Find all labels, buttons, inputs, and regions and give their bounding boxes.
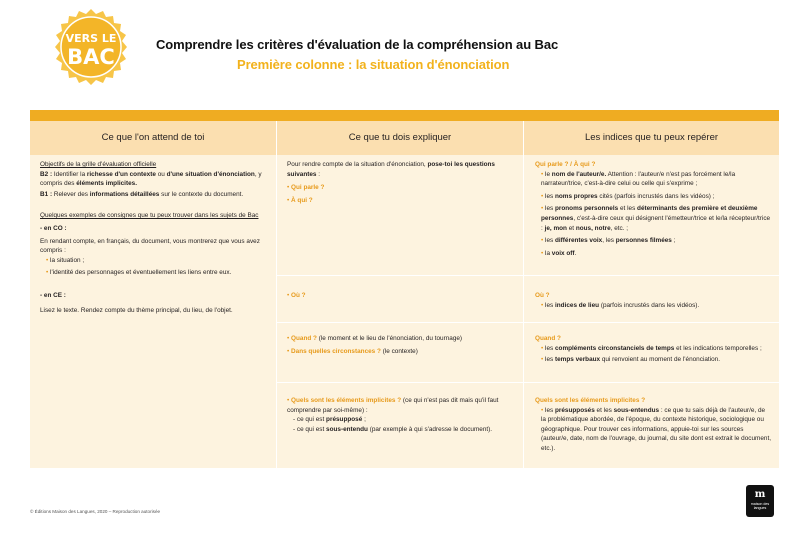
list-item: • le nom de l'auteur/e. Attention : l'auteur/e n'est pas forcément le/la narrateur/trice, c'est-à-dire celui ou celle qui s'exprime ; xyxy=(541,170,736,188)
copyright-note: © Éditions Maison des Langues, 2020 – Reproduction autorisée xyxy=(30,509,161,514)
objectives-title: Objectifs de la grille d'évaluation officielle xyxy=(40,161,157,168)
question-implicit: • Quels sont les éléments implicites ? (ce qui n'est pas dit mais qu'il faut comprendre par soi-même) : xyxy=(287,397,499,414)
column-divider xyxy=(276,121,277,468)
clues-heading: Qui parle ? / À qui ? xyxy=(535,161,596,168)
co-instruction: En rendant compte, en français, du document, vous montrerez que vous avez compris : xyxy=(40,237,260,255)
list-item: • les présupposés et les sous-entendus : ce que tu sais déjà de l'auteur/e, de la problématique abordée, de l'époque, du contexte historique, sociologique ou géographique. Pour trouver ces informations, appuie-toi sur les sources (auteur/e, date, nom de l'ouvrage, du journal, du site dont est extrait le document, etc.). xyxy=(541,406,772,452)
list-item: • la voix off. xyxy=(541,249,577,257)
column-header-expectations: Ce que l'on attend de toi xyxy=(101,132,205,143)
list-item: • les différentes voix, les personnes filmées ; xyxy=(541,237,676,245)
table-header-row xyxy=(30,121,779,155)
row-divider xyxy=(277,275,779,276)
column-header-clues: Les indices que tu peux repérer xyxy=(584,132,719,143)
explain-intro: Pour rendre compte de la situation d'énonciation, pose-toi les questions suivantes : xyxy=(287,161,495,178)
criteria-table xyxy=(30,110,779,468)
question-to-whom: • À qui ? xyxy=(287,196,313,204)
clues-cell-who xyxy=(535,160,771,258)
question-when: • Quand ? (le moment et le lieu de l'énonciation, du tournage) xyxy=(287,335,463,342)
explain-cell-where xyxy=(287,291,515,301)
explain-cell-implicit xyxy=(287,396,515,434)
column-header-explain: Ce que tu dois expliquer xyxy=(348,132,452,143)
ce-instruction: Lisez le texte. Rendez compte du thème principal, du lieu, de l'objet. xyxy=(40,306,233,314)
column-divider xyxy=(523,121,524,468)
list-item: • la situation ; xyxy=(46,256,85,264)
list-item: • les indices de lieu (parfois incrustés dans les vidéos). xyxy=(541,301,700,309)
list-item: • les pronoms personnels et les déterminants des première et deuxième personnes, c'est-à-dire ceux qui désignent l'émetteur/trice et le/la récepteur/trice : je, mon et nous, notre, etc. ; xyxy=(541,205,771,232)
question-who-speaks: • Qui parle ? xyxy=(287,184,325,192)
badge-line1: VERS LE xyxy=(65,32,117,45)
row-divider xyxy=(277,322,779,323)
list-item: • l'identité des personnages et éventuellement les liens entre eux. xyxy=(46,269,232,277)
question-circumstances: • Dans quelles circonstances ? (le contexte) xyxy=(287,347,418,355)
explain-cell-when xyxy=(287,334,515,356)
clues-cell-where xyxy=(535,291,771,310)
question-where: • Où ? xyxy=(287,292,306,299)
clues-heading: Où ? xyxy=(535,292,550,299)
clues-heading: Quand ? xyxy=(535,335,561,342)
expectations-cell xyxy=(40,160,266,315)
explain-cell-who xyxy=(287,160,515,205)
row-divider xyxy=(277,382,779,383)
list-item: - ce qui est présupposé ; xyxy=(293,416,366,424)
page-title: Comprendre les critères d'évaluation de la compréhension au Bac xyxy=(156,37,559,52)
list-item: - ce qui est sous-entendu (par exemple à qui s'adresse le document). xyxy=(293,425,493,433)
logo-text: maison des langues xyxy=(750,502,770,511)
objective-b1: B1 : Relever des informations détaillées sur le contexte du document. xyxy=(40,190,244,198)
co-label: - en CO : xyxy=(40,224,67,232)
list-item: • les compléments circonstanciels de temps et les indications temporelles ; xyxy=(541,344,762,352)
clues-cell-implicit xyxy=(535,396,771,454)
ce-label: - en CE : xyxy=(40,291,66,299)
clues-heading: Quels sont les éléments implicites ? xyxy=(535,397,646,404)
vers-le-bac-badge xyxy=(52,8,130,86)
clues-cell-when xyxy=(535,334,771,365)
badge-line2: BAC xyxy=(67,45,115,69)
examples-title: Quelques exemples de consignes que tu peux trouver dans les sujets de Bac xyxy=(40,212,259,220)
objective-b2: B2 : Identifier la richesse d'un contexte ou d'une situation d'énonciation, y compris des éléments implicites. xyxy=(40,170,262,188)
list-item: • les noms propres cités (parfois incrustés dans les vidéos) ; xyxy=(541,192,715,200)
logo-mark: m xyxy=(754,489,766,500)
publisher-logo xyxy=(746,485,774,517)
page-subtitle: Première colonne : la situation d'énonciation xyxy=(237,57,510,72)
list-item: • les temps verbaux qui renvoient au moment de l'énonciation. xyxy=(541,356,720,364)
table-top-bar xyxy=(30,110,779,121)
